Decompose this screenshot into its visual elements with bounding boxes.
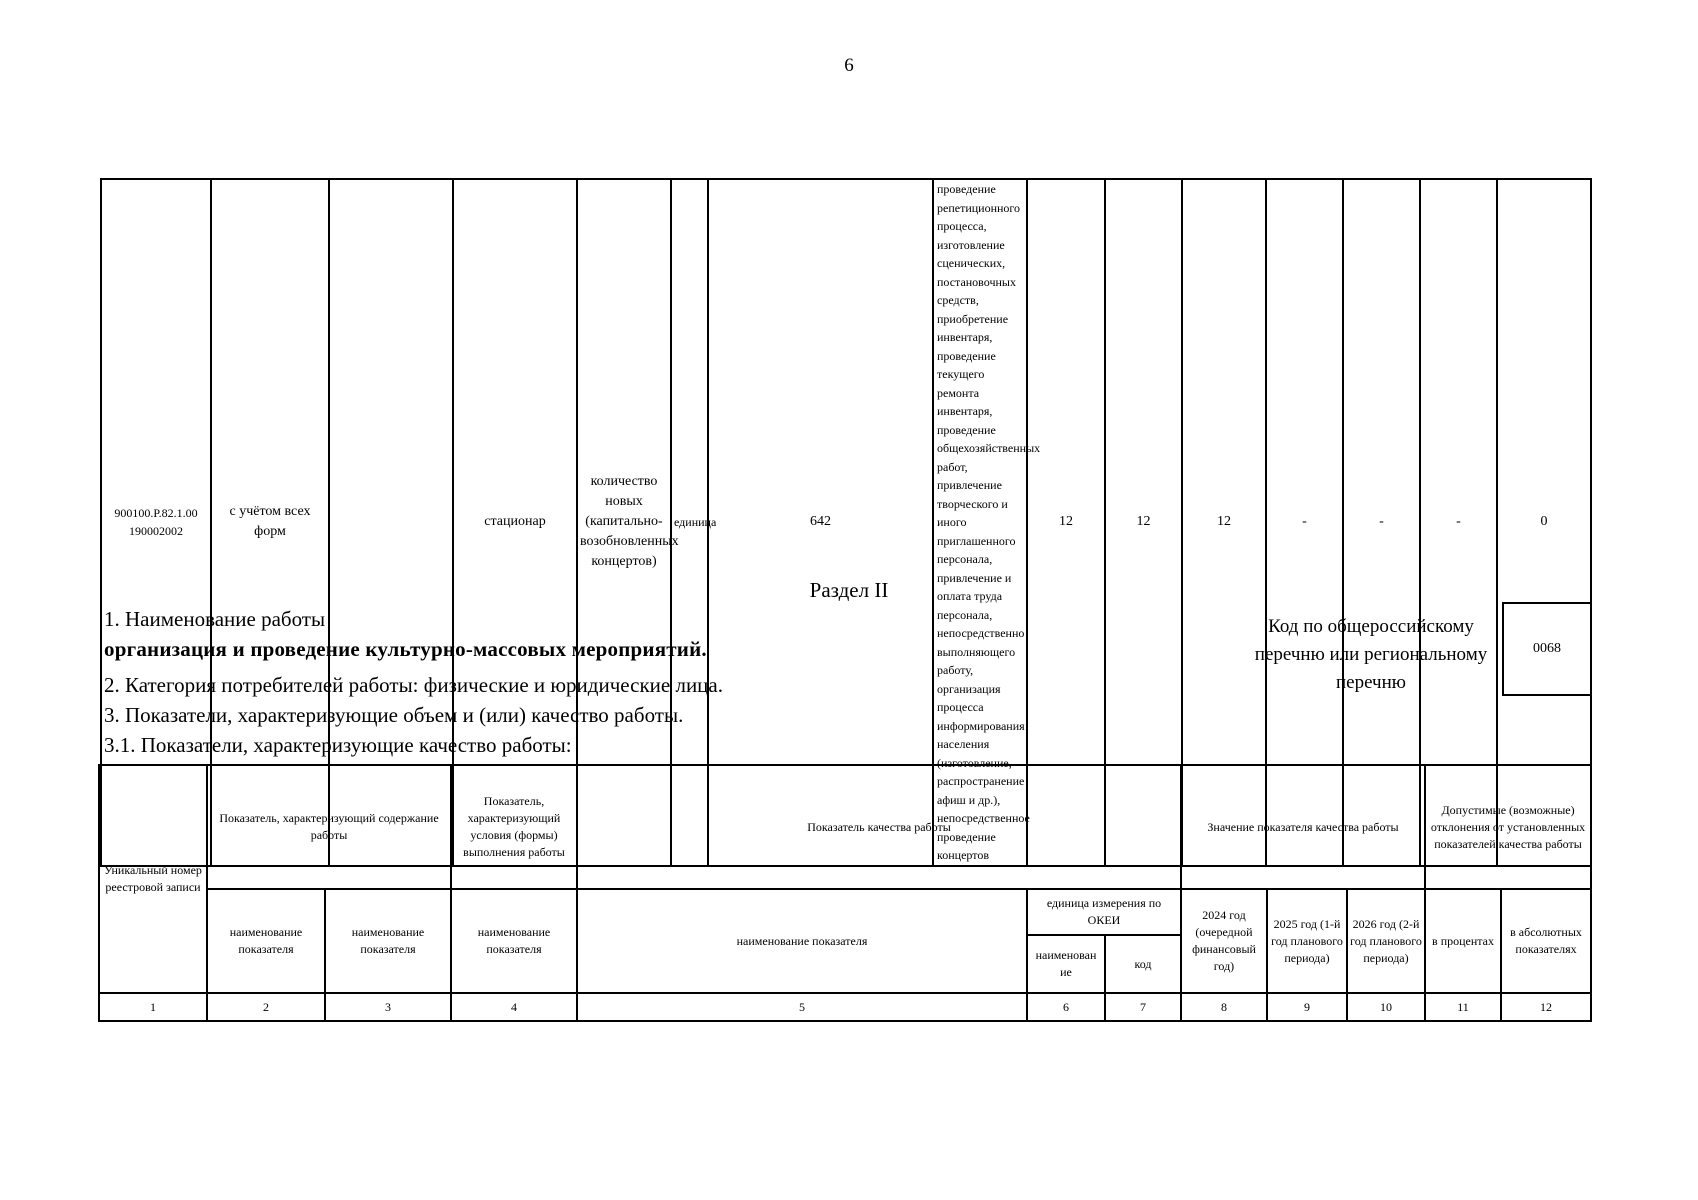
value-cell: - [1420, 179, 1497, 866]
header-condition: Показатель, характеризующий условия (формы) выполнения работы [451, 765, 577, 889]
empty-content-cell [329, 179, 453, 866]
table-row [99, 765, 1591, 889]
condition-indicator-cell: стационар [453, 179, 577, 866]
header-deviation: Допустимые (возможные) отклонения от установленных показателей качества работы [1425, 765, 1591, 889]
column-number: 3 [325, 993, 451, 1021]
column-number: 1 [99, 993, 207, 1021]
header-content: Показатель, характеризующий содержание работы [207, 765, 451, 889]
header-registry: Уникальный номер реестровой записи [99, 765, 207, 993]
registry-code-box: 0068 [1502, 602, 1592, 696]
header-indicator-name: наименование показателя [577, 889, 1027, 993]
header-absolute: в абсолютных показателях [1501, 889, 1591, 993]
column-number: 12 [1501, 993, 1591, 1021]
registry-number-cell: 900100.Р.82.1.00 190002002 [101, 179, 211, 866]
header-indicator-name: наименование показателя [207, 889, 325, 993]
header-unit-name: наименован ие [1027, 935, 1105, 993]
work-description-cell: проведение репетиционного процесса, изготовление сценических, постановочных средств, приобретение инвентаря, проведение текущего ремонта инвентаря, проведение общехозяйственных работ, привлечение творческого и иного приглашенного персонала, привлечение и оплата труда персонала, непосредственно выполняющего работу, организация процесса информирования населения (изготовление, распространение афиш и др.), непосредственное проведение концертов [933, 179, 1027, 866]
column-number: 5 [577, 993, 1027, 1021]
unit-code-cell: 642 [708, 179, 933, 866]
value-cell: - [1343, 179, 1420, 866]
quality-indicators-heading: 3.1. Показатели, характеризующие качество работы: [104, 733, 572, 757]
indicator-name-cell: количество новых (капитально-возобновленных концертов) [577, 179, 671, 866]
header-indicator-name: наименование показателя [325, 889, 451, 993]
registry-code-label: Код по общероссийскому перечню или региональному перечню [1254, 616, 1488, 693]
table-row [99, 889, 1591, 935]
header-year-2025: 2025 год (1-й год планового периода) [1267, 889, 1347, 993]
indicators-heading: 3. Показатели, характеризующие объем и (или) качество работы. [104, 703, 684, 727]
header-year-2024: 2024 год (очередной финансовый год) [1181, 889, 1267, 993]
header-unit: единица измерения по ОКЕИ [1027, 889, 1181, 935]
work-name-label: 1. Наименование работы [104, 607, 326, 631]
quality-indicators-table [98, 764, 1592, 1022]
table-row [101, 179, 1591, 866]
page-number: 6 [844, 55, 854, 76]
content-indicator-cell: с учётом всех форм [211, 179, 329, 866]
column-number: 10 [1347, 993, 1425, 1021]
value-cell: 12 [1105, 179, 1182, 866]
column-number: 9 [1267, 993, 1347, 1021]
value-cell: 12 [1027, 179, 1105, 866]
header-indicator-name: наименование показателя [451, 889, 577, 993]
column-number: 6 [1027, 993, 1105, 1021]
column-number: 8 [1181, 993, 1267, 1021]
value-cell: 0 [1497, 179, 1591, 866]
column-number: 4 [451, 993, 577, 1021]
header-value: Значение показателя качества работы [1181, 765, 1425, 889]
value-cell: 12 [1182, 179, 1266, 866]
header-year-2026: 2026 год (2-й год планового периода) [1347, 889, 1425, 993]
work-name-value: организация и проведение культурно-массовых мероприятий. [104, 637, 707, 661]
consumer-category: 2. Категория потребителей работы: физические и юридические лица. [104, 673, 723, 697]
header-percent: в процентах [1425, 889, 1501, 993]
section-title: Раздел II [809, 578, 889, 602]
column-number-row [99, 993, 1591, 1021]
header-quality: Показатель качества работы [577, 765, 1181, 889]
column-number: 2 [207, 993, 325, 1021]
header-unit-code: код [1105, 935, 1181, 993]
column-number: 7 [1105, 993, 1181, 1021]
unit-name-cell: единица [671, 179, 708, 866]
column-number: 11 [1425, 993, 1501, 1021]
value-cell: - [1266, 179, 1343, 866]
